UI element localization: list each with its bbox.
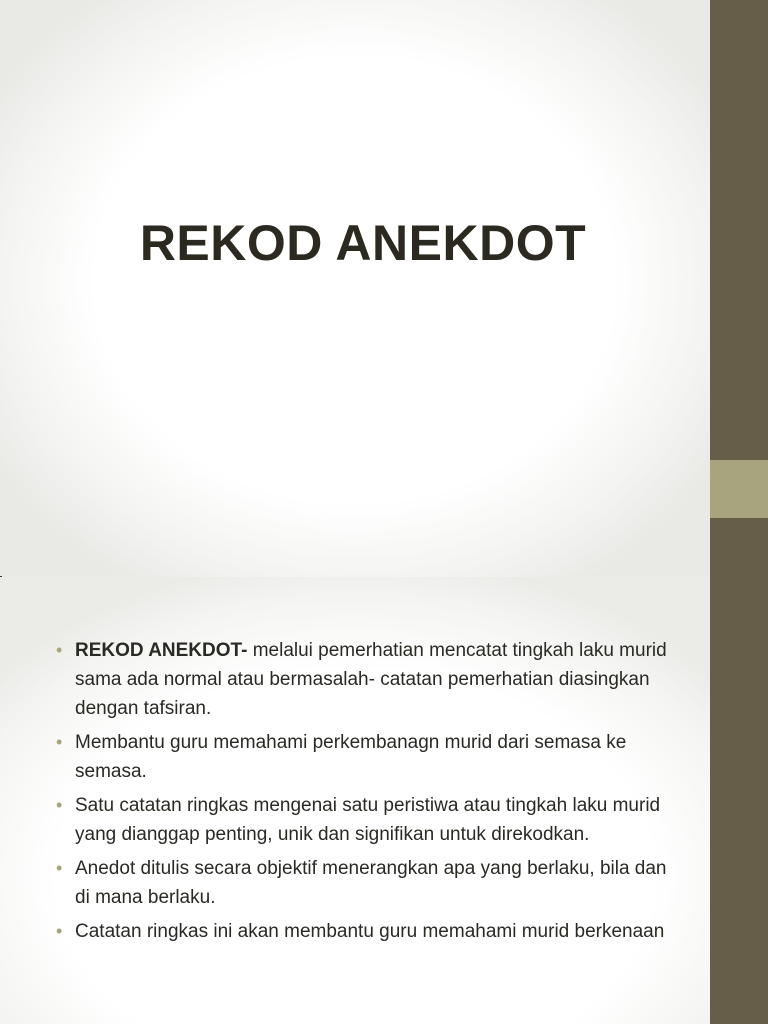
bullet-item [56, 917, 686, 946]
bullet-term: REKOD ANEKDOT- [75, 640, 248, 661]
bullet-icon: • [56, 921, 63, 941]
bullet-item [56, 728, 686, 786]
bullet-text: Catatan ringkas ini akan membantu guru memahami murid berkenaan [75, 921, 665, 942]
bullet-list [56, 636, 686, 951]
side-accent-block [710, 460, 768, 518]
bullet-text: Membantu guru memahami perkembanagn murid dari semasa ke semasa. [75, 732, 627, 782]
bullet-icon: • [56, 640, 63, 660]
bullet-text: Satu catatan ringkas mengenai satu peristiwa atau tingkah laku murid yang dianggap penting, unik dan signifikan untuk direkodkan. [75, 795, 661, 845]
bullet-text: Anedot ditulis secara objektif menerangkan apa yang berlaku, bila dan di mana berlaku. [75, 858, 667, 908]
bullet-icon: • [56, 858, 63, 878]
slide-title: REKOD ANEKDOT [139, 215, 587, 271]
bullet-item [56, 854, 686, 912]
bullet-icon: • [56, 732, 63, 752]
bullet-item [56, 636, 686, 723]
bullet-icon: • [56, 795, 63, 815]
bullet-item [56, 791, 686, 849]
bullet-text: melalui pemerhatian mencatat tingkah laku murid sama ada normal atau bermasalah- catatan pemerhatian diasingkan dengan tafsiran. [75, 640, 667, 719]
